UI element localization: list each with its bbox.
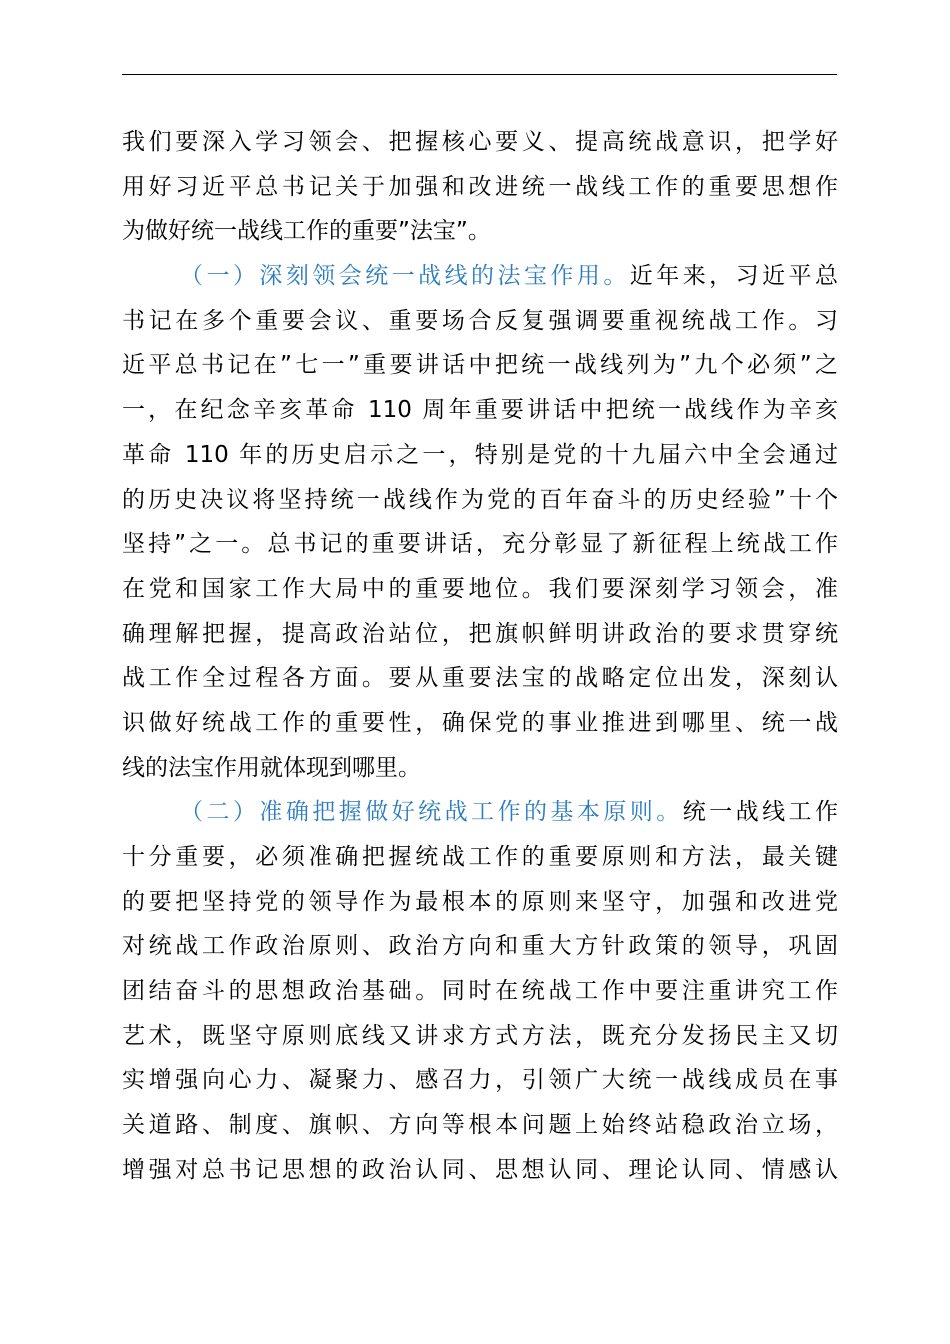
section-2-paragraph xyxy=(122,790,838,1192)
text-line: 团结奋斗的思想政治基础。同时在统战工作中要注重讲究工作 xyxy=(122,978,838,1005)
text-line: 增强对总书记思想的政治认同、思想认同、理论认同、情感认 xyxy=(122,1156,838,1183)
text-span: 近年来，习近平总 xyxy=(629,263,838,290)
text-line: 坚持”之一。总书记的重要讲话，充分彰显了新征程上统战工作 xyxy=(122,531,838,558)
text-line: 战工作全过程各方面。要从重要法宝的战略定位出发，深刻认 xyxy=(122,665,838,692)
text-line: 用好习近平总书记关于加强和改进统一战线工作的重要思想作 xyxy=(122,173,838,200)
section-1-first-line xyxy=(122,254,838,299)
text-line: 线的法宝作用就体现到哪里。 xyxy=(122,754,421,781)
text-span: 统一战线工作 xyxy=(682,799,838,826)
text-line: 书记在多个重要会议、重要场合反复强调要重视统战工作。习 xyxy=(122,307,838,334)
paragraph-intro xyxy=(122,120,838,254)
section-1-paragraph xyxy=(122,254,838,790)
section-1-heading: （一）深刻领会统一战线的法宝作用。 xyxy=(180,263,630,290)
text-line: 在党和国家工作大局中的重要地位。我们要深刻学习领会，准 xyxy=(122,575,838,602)
text-line: 的要把坚持党的领导作为最根本的原则来坚守，加强和改进党 xyxy=(122,888,838,915)
text-line: 我们要深入学习领会、把握核心要义、提高统战意识，把学好 xyxy=(122,129,838,155)
text-line: 对统战工作政治原则、政治方向和重大方针政策的领导，巩固 xyxy=(122,933,838,960)
text-line: 实增强向心力、凝聚力、感召力，引领广大统一战线成员在事 xyxy=(122,1067,838,1094)
text-line: 一，在纪念辛亥革命 110 周年重要讲话中把统一战线作为辛亥 xyxy=(122,397,838,424)
text-line: 识做好统战工作的重要性，确保党的事业推进到哪里、统一战 xyxy=(122,709,838,736)
text-line: 的历史决议将坚持统一战线作为党的百年奋斗的历史经验”十个 xyxy=(122,486,838,513)
text-line: 艺术，既坚守原则底线又讲求方式方法，既充分发扬民主又切 xyxy=(122,1022,838,1049)
text-line: 关道路、制度、旗帜、方向等根本问题上始终站稳政治立场， xyxy=(122,1112,838,1139)
text-line: 革命 110 年的历史启示之一，特别是党的十九届六中全会通过 xyxy=(122,441,838,468)
text-line: 近平总书记在”七一”重要讲话中把统一战线列为”九个必须”之 xyxy=(122,352,838,379)
section-2-heading: （二）准确把握做好统战工作的基本原则。 xyxy=(180,799,683,826)
text-line: 十分重要，必须准确把握统战工作的重要原则和方法，最关键 xyxy=(122,844,838,870)
text-line: 确理解把握，提高政治站位，把旗帜鲜明讲政治的要求贯穿统 xyxy=(122,620,838,647)
section-2-first-line xyxy=(122,790,838,835)
document-body xyxy=(122,120,838,1193)
header-rule xyxy=(122,74,837,75)
text-line: 为做好统一战线工作的重要”法宝”。 xyxy=(122,218,491,245)
